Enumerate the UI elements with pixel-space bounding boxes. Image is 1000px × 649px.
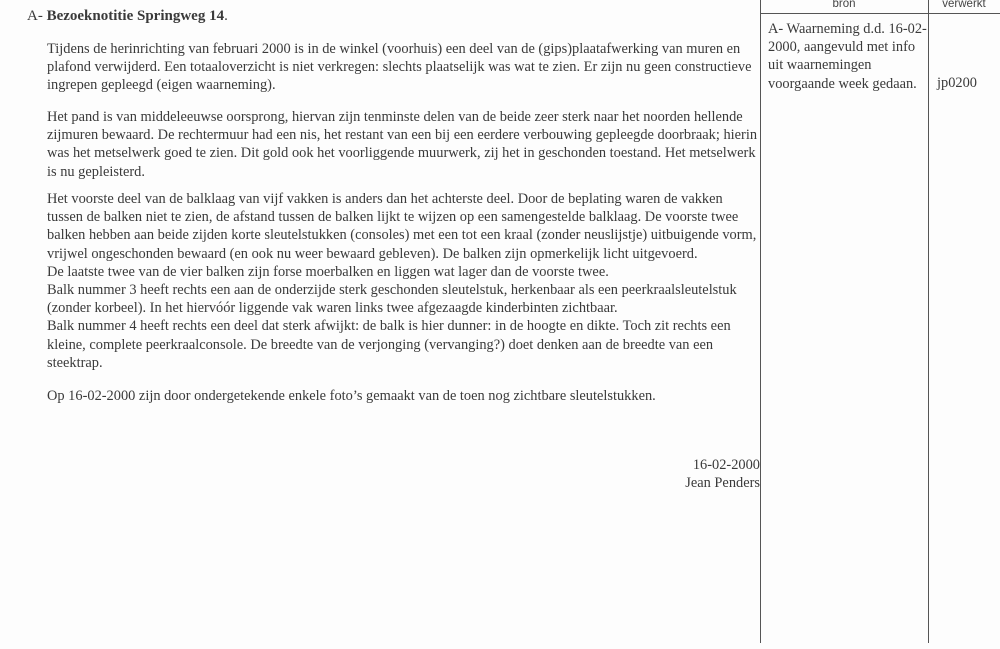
paragraph-walls bbox=[47, 108, 762, 181]
paragraph-beams bbox=[47, 190, 762, 372]
title-suffix: . bbox=[224, 8, 228, 24]
paragraph-text: Balk nummer 3 heeft rechts een aan de onderzijde sterk geschonden sleutelstuk, herkenbaar als een peerkraalsleutelstuk (zonder korbeel). In het hiervóór liggende vak waren links twee afgezaagde kinderbinten zichtbaar. bbox=[47, 282, 737, 317]
paragraph-text: Tijdens de herinrichting van februari 2000 is in de winkel (voorhuis) een deel van de (gips)plaatafwerking van muren en plafond verwijderd. Een totaaloverzicht is niet verkregen: slechts plaatselijk was wat te zien. Er zijn nu geen constructieve ingrepen gepleegd (eigen waarneming). bbox=[47, 41, 752, 94]
paragraph-text: Balk nummer 4 heeft rechts een deel dat sterk afwijkt: de balk is hier dunner: in de hoogte en dikte. Toch zit rechts een kleine, complete peerkraalconsole. De breedte van de verjonging (vervanging?) doet denken aan de breedte van een steektrap. bbox=[47, 318, 731, 371]
verwerkt-cell: jp0200 bbox=[937, 75, 977, 91]
paragraph-text: Op 16-02-2000 zijn door ondergetekende enkele foto’s gemaakt van de toen nog zichtbare sleutelstukken. bbox=[47, 388, 656, 404]
title-heading: Bezoeknotitie Springweg 14 bbox=[46, 8, 225, 24]
column-header-bron: bron bbox=[832, 0, 856, 10]
header-divider bbox=[760, 13, 1000, 14]
signature-block bbox=[685, 456, 760, 492]
paragraph-text: De laatste twee van de vier balken zijn forse moerbalken en liggen wat lager dan de voorste twee. bbox=[47, 263, 609, 280]
document-title bbox=[27, 8, 228, 25]
paragraph-photos bbox=[47, 387, 762, 405]
column-divider bbox=[760, 0, 761, 643]
signature-name: Jean Penders bbox=[685, 475, 760, 491]
title-prefix: A- bbox=[27, 8, 47, 24]
paragraph-intro bbox=[47, 40, 762, 95]
signature-date: 16-02-2000 bbox=[692, 457, 760, 473]
column-header-verwerkt: verwerkt bbox=[942, 0, 986, 10]
column-divider bbox=[928, 0, 929, 643]
paragraph-text: Het pand is van middeleeuwse oorsprong, hiervan zijn tenminste delen van de beide zeer sterk naar het noorden hellende zijmuren bewaard. De rechtermuur had een nis, het restant van een bij een eerdere verbouwing gepleegde doorbraak; hierin was het metselwerk goed te zien. Dit gold ook het voorliggende muurwerk, zij het in geschonden toestand. Het metselwerk is nu gepleisterd. bbox=[47, 109, 758, 180]
bron-cell: A- Waarneming d.d. 16-02-2000, aangevuld met info uit waarnemingen voorgaande week gedaan. bbox=[768, 21, 927, 92]
paragraph-text: Het voorste deel van de balklaag van vijf vakken is anders dan het achterste deel. Door de beplating waren de vakken tussen de balken niet te zien, de afstand tussen de balken lijkt te wijzen op een samengestelde balklaag. De voorste twee balken hebben aan beide zijden korte sleutelstukken (consoles) met een tot een kraal (zonder neuslijstje) uitbuigende vorm, vrijwel ongeschonden bewaard (en ook nu weer bewaard gebleven). De balken zijn opmerkelijk licht uitgevoerd. bbox=[47, 191, 757, 262]
